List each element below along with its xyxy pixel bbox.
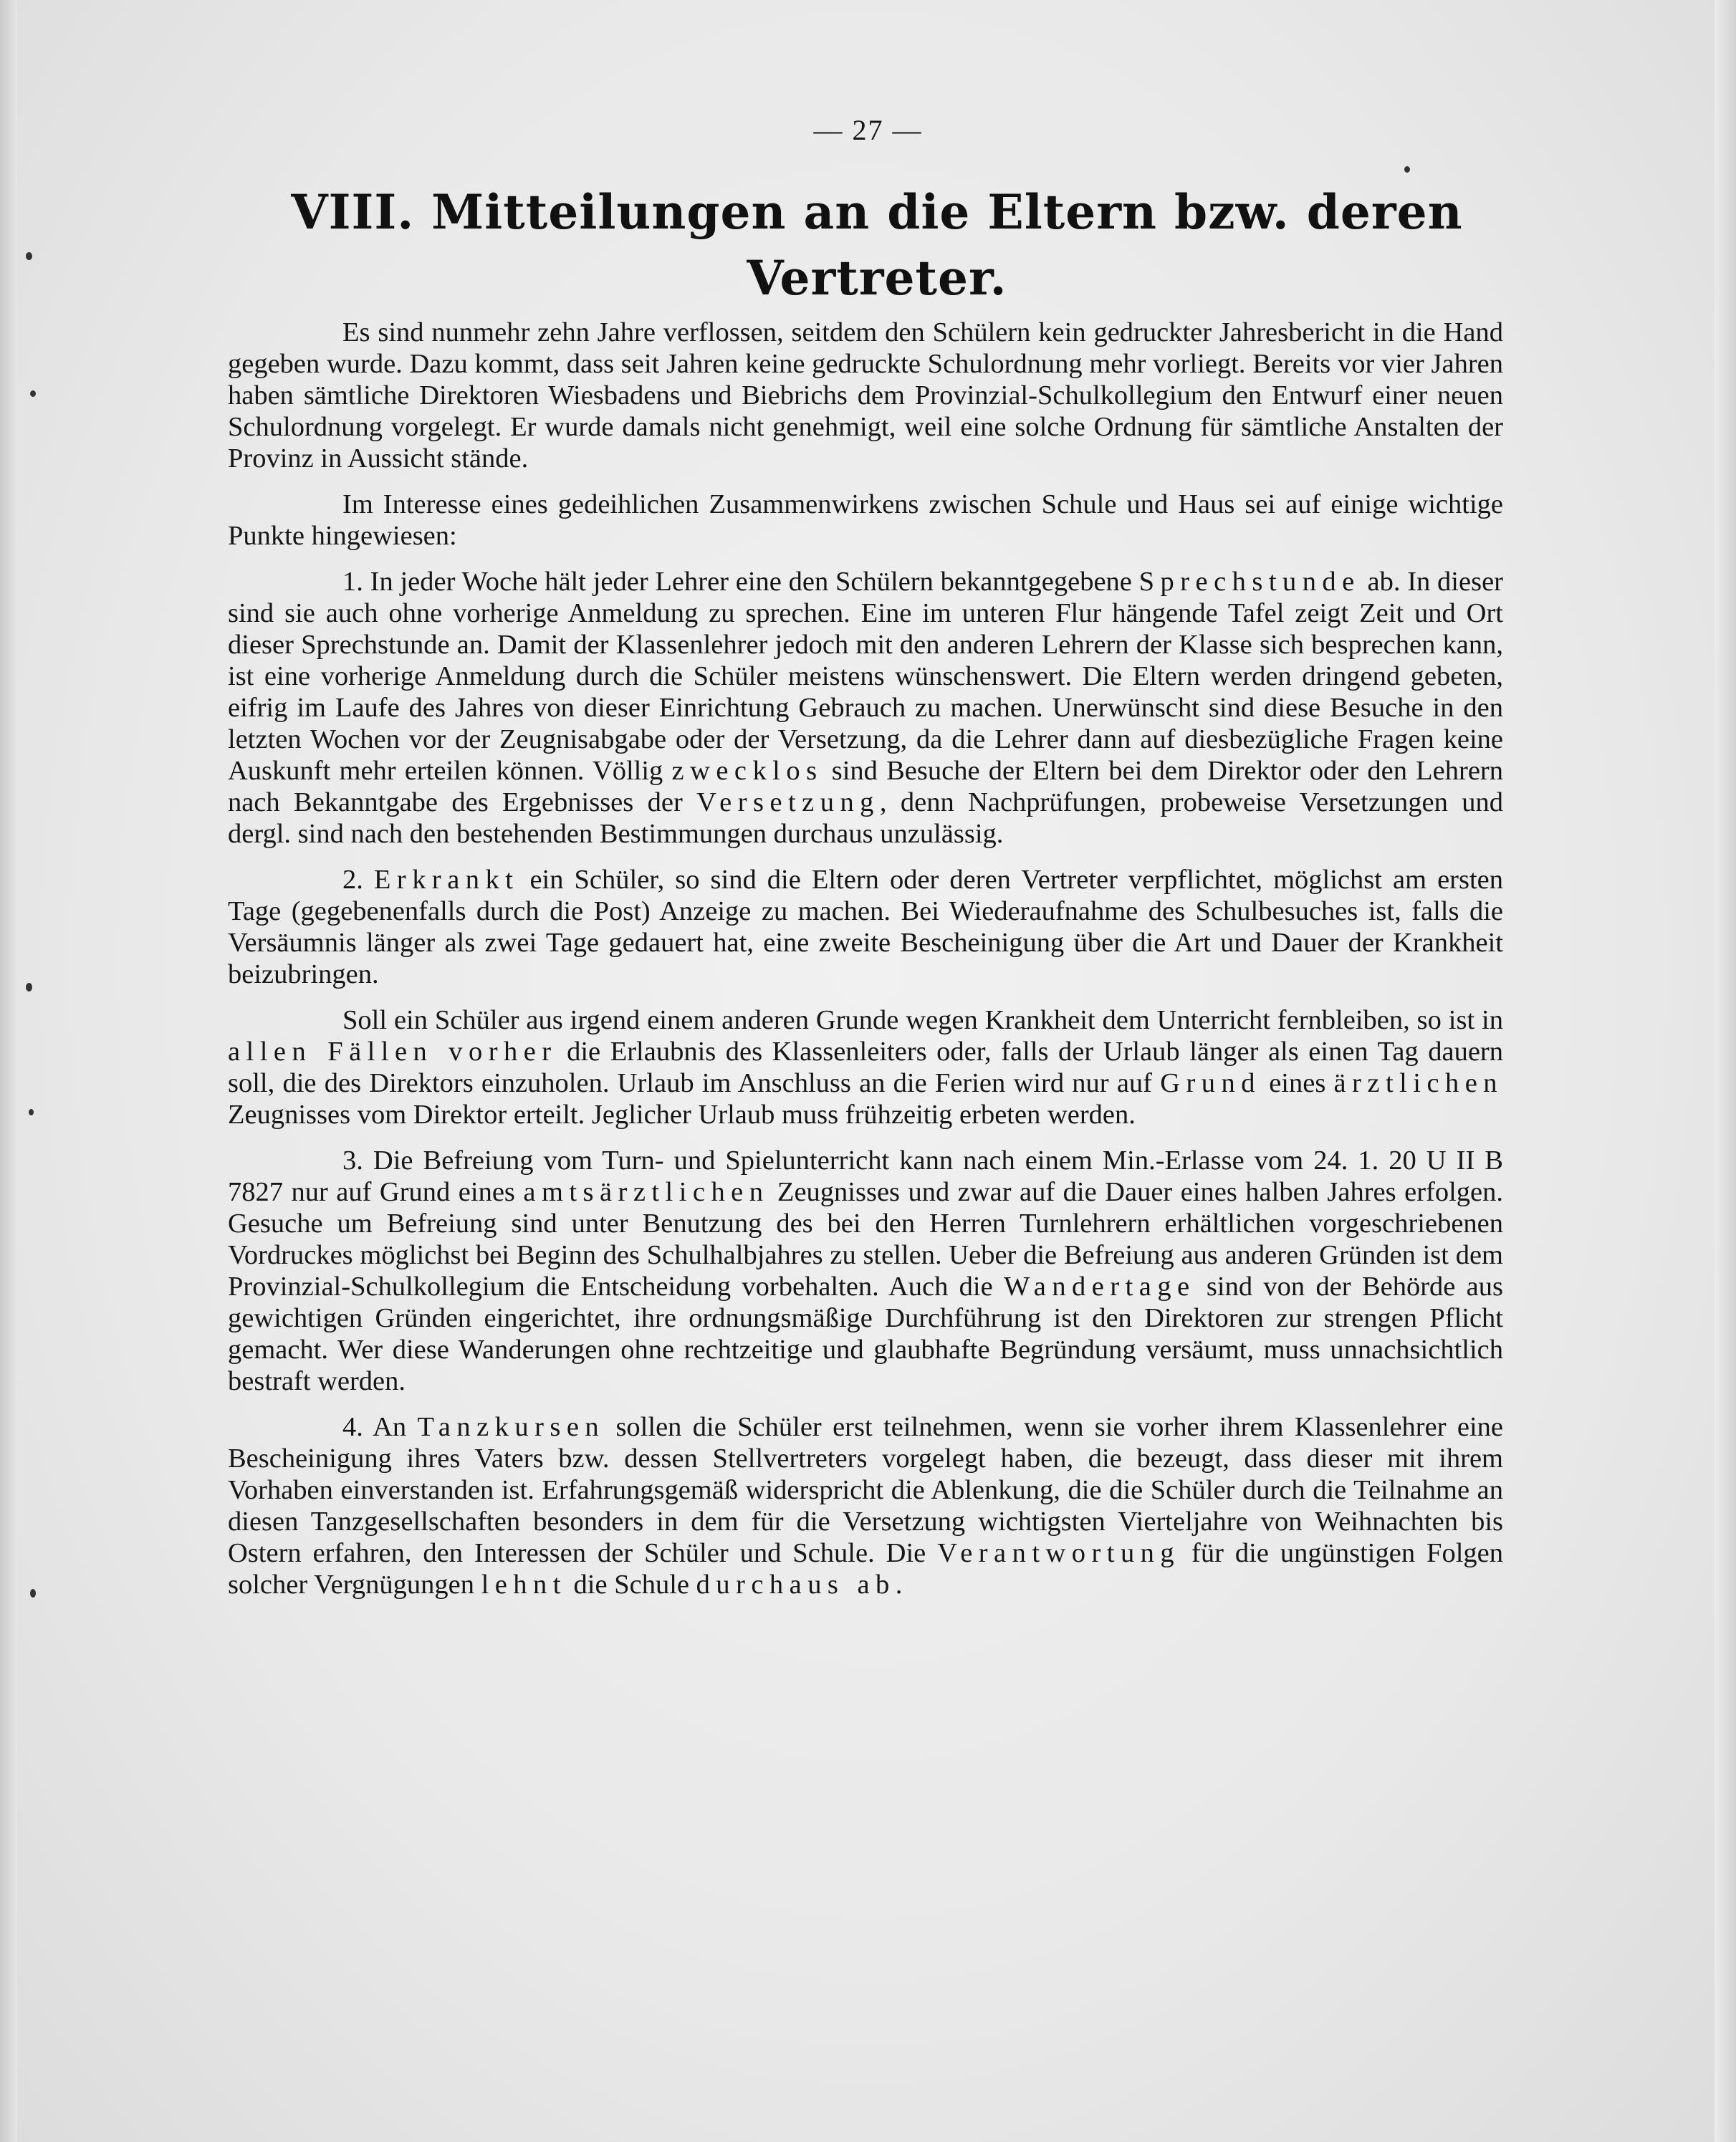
- emphasized-text: Tanzkursen: [417, 1412, 605, 1442]
- text-run: Es sind nunmehr zehn Jahre verflossen, seitdem den Schülern kein gedruckter Jahresbericht in die Hand gegeben wurde. Dazu kommt, dass seit Jahren keine gedruckte Schulordnung mehr vorliegt. Bereits vor vier Jahren haben sämtliche Direktoren Wiesbadens und Biebrichs dem Provinzial-Schulkollegium den Entwurf einer neuen Schulordnung vorgelegt. Er wurde damals nicht genehmigt, weil eine solche Ordnung für sämtliche Anstalten der Provinz in Aussicht stände.: [228, 317, 1503, 474]
- page-number: — 27 —: [813, 114, 923, 146]
- text-run: Zeugnisses und zwar auf die Dauer eines halben Jahres erfolgen. Gesuche um Befreiung sind unter Benutzung des bei den Herren Turnlehrern erhältlichen vorgeschriebenen Vordruckes möglichst bei Beginn des Schulhalbjahres zu stellen. Ueber die Befreiung aus anderen Gründen ist dem Provinzial-Schulkollegium die Entscheidung vorbehalten. Auch die: [228, 1177, 1503, 1302]
- text-run: ein Schüler, so sind die Eltern oder deren Vertreter verpflichtet, möglichst am ersten Tage (gegebenenfalls durch die Post) Anzeige zu machen. Bei Wiederaufnahme des Schulbesuches ist, falls die Versäumnis länger als zwei Tage gedauert hat, eine zweite Bescheinigung über die Art und Dauer der Krankheit beizubringen.: [228, 865, 1503, 989]
- text-run: 1. In jeder Woche hält jeder Lehrer eine den Schülern bekanntgegebene: [342, 567, 1139, 597]
- margin-speck: [26, 983, 32, 991]
- text-run: die Erlaubnis des Klassenleiters oder, falls der Urlaub länger als einen Tag dauern soll, die des Direktors einzuholen. Urlaub im Anschluss an die Ferien wird nur auf: [228, 1037, 1503, 1098]
- emphasized-text: Verantwortung: [937, 1538, 1181, 1568]
- text-run: ab. In dieser sind sie auch ohne vorherige Anmeldung zu sprechen. Eine im unteren Flur hängende Tafel zeigt Zeit und Ort dieser Sprechstunde an. Damit der Klassenlehrer jedoch mit den anderen Lehrern der Klasse sich besprechen kann, ist eine vorherige Anmeldung durch die Schüler meistens wünschenswert. Die Eltern werden dringend gebeten, eifrig im Laufe des Jahres von dieser Einrichtung Gebrauch zu machen. Unerwünscht sind diese Besuche in den letzten Wochen vor der Zeugnisabgabe oder der Versetzung, da die Lehrer dann auf diesbezügliche Fragen keine Auskunft mehr erteilen können. Völlig: [228, 567, 1503, 786]
- text-run: , denn Nachprüfungen, probeweise Versetzungen und dergl. sind nach den bestehenden Bestimmungen durchaus unzulässig.: [228, 787, 1503, 849]
- text-run: Im Interesse eines gedeihlichen Zusammenwirkens zwischen Schule und Haus sei auf einige wichtige Punkte hingewiesen:: [228, 489, 1503, 551]
- margin-speck: [29, 1109, 34, 1115]
- paragraph-item-4-tanzkurse: [228, 1411, 1503, 1600]
- margin-speck: [1404, 166, 1410, 173]
- page-edge-left: [0, 0, 17, 2142]
- paragraph-points-intro: [228, 489, 1503, 552]
- text-run: die Schule: [566, 1570, 696, 1600]
- margin-speck: [30, 1589, 36, 1598]
- text-run: 2.: [342, 865, 374, 895]
- emphasized-text: durchaus ab.: [696, 1570, 908, 1600]
- emphasized-text: amtsärztlichen: [523, 1177, 769, 1207]
- emphasized-text: allen Fällen vorher: [228, 1037, 557, 1067]
- text-run: 4. An: [342, 1412, 418, 1442]
- paragraph-item-3-befreiung: [228, 1145, 1503, 1397]
- emphasized-text: Versetzung: [696, 787, 880, 817]
- text-run: für die ungünstigen Folgen solcher Vergnügungen: [228, 1538, 1503, 1600]
- emphasized-text: zwecklos: [671, 756, 823, 786]
- body-text: [228, 317, 1503, 1615]
- emphasized-text: lehnt: [481, 1570, 567, 1600]
- emphasized-text: Sprechstunde: [1138, 567, 1361, 597]
- section-heading: VIII. Mitteilungen an die Eltern bzw. deren Vertreter.: [291, 184, 1463, 306]
- emphasized-text: Erkrankt: [373, 865, 519, 895]
- text-run: sollen die Schüler erst teilnehmen, wenn sie vorher ihrem Klassenlehrer eine Bescheinigung ihres Vaters bzw. dessen Stellvertreters vorgelegt haben, die bezeugt, dass dieser mit ihrem Vorhaben einverstanden ist. Erfahrungsgemäß widerspricht die Ablenkung, die die Schüler durch die Teilnahme an diesen Tanzgesellschaften besonders in dem für die Versetzung wichtigsten Vierteljahre von Weihnachten bis Ostern erfahren, den Interessen der Schüler und Schule. Die: [228, 1412, 1503, 1568]
- margin-speck: [26, 252, 32, 260]
- emphasized-text: ärztlichen: [1333, 1068, 1503, 1098]
- text-run: 3. Die Befreiung vom Turn- und Spielunterricht kann nach einem Min.-Erlasse vom 24. 1. 20 U II B 7827 nur auf Grund eines: [228, 1146, 1503, 1207]
- page-edge-right: [1715, 0, 1736, 2142]
- text-run: eines: [1260, 1068, 1334, 1098]
- paragraph-intro: [228, 317, 1503, 474]
- text-run: sind Besuche der Eltern bei dem Direktor oder den Lehrern nach Bekanntgabe des Ergebnisses der: [228, 756, 1503, 817]
- emphasized-text: Wandertage: [1004, 1272, 1196, 1302]
- emphasized-text: Grund: [1160, 1068, 1261, 1098]
- paragraph-urlaub: [228, 1004, 1503, 1130]
- text-run: Soll ein Schüler aus irgend einem anderen Grunde wegen Krankheit dem Unterricht fernbleiben, so ist in: [342, 1005, 1503, 1035]
- paragraph-item-2-erkrankung: [228, 864, 1503, 990]
- paragraph-item-1-sprechstunde: [228, 566, 1503, 850]
- margin-speck: [30, 390, 36, 397]
- text-run: Zeugnisses vom Direktor erteilt. Jeglicher Urlaub muss frühzeitig erbeten werden.: [228, 1100, 1136, 1130]
- text-run: sind von der Behörde aus gewichtigen Gründen eingerichtet, ihre ordnungsmäßige Durchführung ist den Direktoren zur strengen Pflicht gemacht. Wer diese Wanderungen ohne rechtzeitige und glaubhafte Begründung versäumt, muss unnachsichtlich bestraft werden.: [228, 1272, 1504, 1396]
